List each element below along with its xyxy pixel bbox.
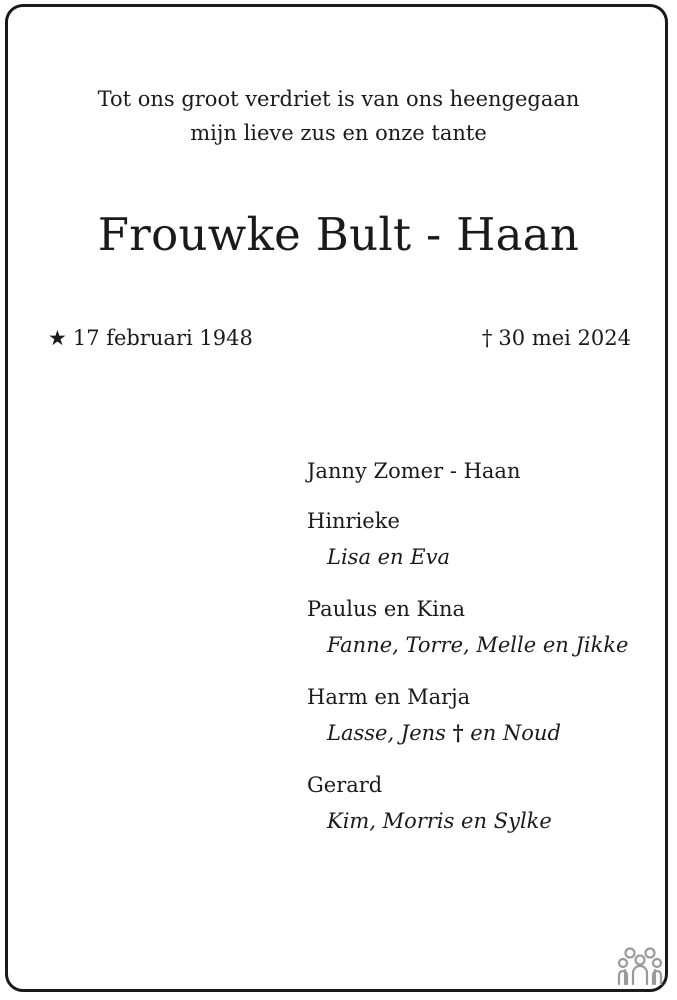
family-main-name: Gerard [307, 773, 383, 797]
birth-date [48, 322, 253, 354]
birth-date-text: 17 februari 1948 [72, 326, 253, 350]
family-children: Fanne, Torre, Melle en Jikke [327, 633, 629, 657]
family-main-name: Hinrieke [307, 509, 400, 533]
family-group [307, 504, 667, 576]
deceased-name: Frouwke Bult - Haan [97, 208, 580, 261]
family-children [307, 714, 667, 752]
cross-icon: † [481, 326, 493, 350]
death-date-text: 30 mei 2024 [498, 326, 631, 350]
death-date [482, 322, 631, 354]
children-text-before: Lasse, Jens [327, 721, 453, 745]
star-icon: ★ [48, 326, 67, 350]
family-main-name: Janny Zomer - Haan [307, 459, 521, 483]
family-group [307, 454, 667, 488]
family-main-name: Paulus en Kina [307, 597, 466, 621]
family-group [307, 768, 667, 840]
cross-icon: † [452, 720, 464, 745]
family-group [307, 680, 667, 752]
family-children: Kim, Morris en Sylke [327, 809, 552, 833]
children-text-after: en Noud [463, 721, 561, 745]
family-group [307, 592, 667, 664]
family-list [307, 454, 667, 856]
people-group-icon [616, 944, 664, 986]
family-children: Lisa en Eva [327, 545, 450, 569]
intro-line-2: mijn lieve zus en onze tante [190, 121, 487, 145]
intro-line-1: Tot ons groot verdriet is van ons heengegaan [97, 87, 580, 111]
family-main-name: Harm en Marja [307, 685, 471, 709]
